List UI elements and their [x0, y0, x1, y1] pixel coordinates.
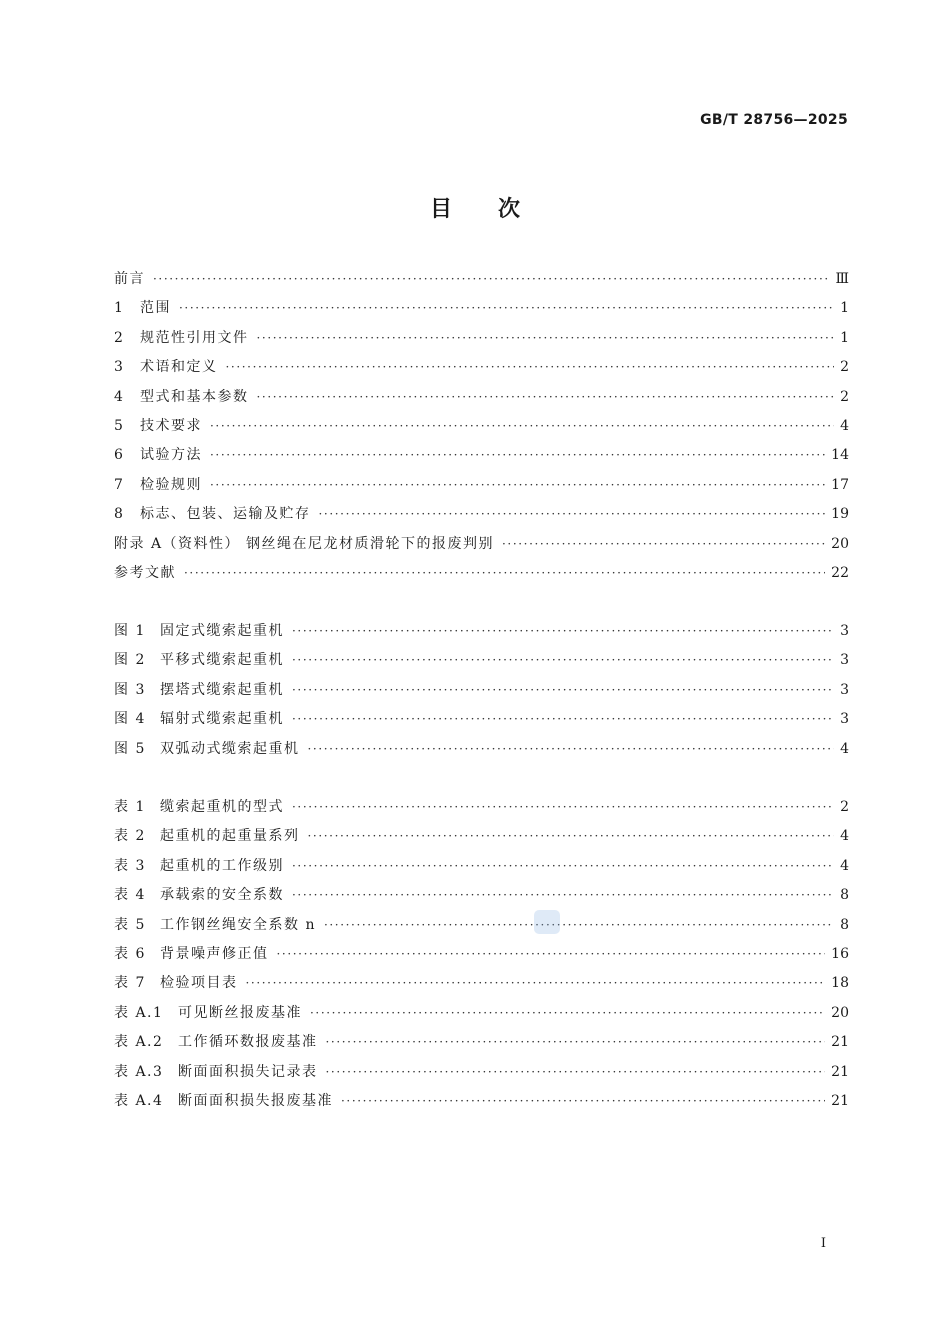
toc-entry[interactable] — [114, 356, 849, 385]
toc-entry-page: 3 — [840, 711, 849, 728]
toc-entry-number: 2 — [114, 329, 125, 346]
toc-entry-page: 22 — [831, 564, 849, 581]
toc-entry-label: 表 3 起重机的工作级别 — [114, 855, 284, 875]
toc-leader-dots — [257, 390, 835, 404]
toc-entry-label: 前言 — [114, 271, 145, 287]
toc-entry-label: 2 规范性引用文件 — [114, 329, 249, 346]
toc-figure-entry[interactable] — [114, 649, 849, 678]
page-title: 目次 — [429, 197, 566, 222]
toc-entry-label: 图 2 平移式缆索起重机 — [114, 649, 284, 669]
toc-entry-page: 4 — [840, 828, 849, 845]
toc-table-entry[interactable] — [114, 972, 849, 1001]
toc-leader-dots — [179, 301, 834, 315]
toc-leader-dots — [292, 712, 834, 726]
toc-entry-page: 3 — [840, 623, 849, 639]
toc-figure-entry[interactable] — [114, 738, 849, 767]
toc-table-entry[interactable] — [114, 825, 849, 854]
toc-entry[interactable] — [114, 503, 849, 532]
toc-entry-label: 5 技术要求 — [114, 417, 202, 434]
toc-entry[interactable] — [114, 415, 849, 444]
toc-entry[interactable] — [114, 444, 849, 473]
toc-entry-label: 表 A.2 工作循环数报废基准 — [114, 1031, 318, 1051]
toc-entry[interactable] — [114, 268, 849, 297]
toc-entry-page: 1 — [840, 329, 849, 346]
page-number: I — [820, 1236, 826, 1251]
toc-entry-label: 表 A.3 断面面积损失记录表 — [114, 1061, 318, 1081]
toc-entry-page: 8 — [840, 916, 849, 933]
toc-entry-number: 5 — [114, 417, 125, 434]
toc-leader-dots — [292, 653, 834, 667]
toc-entry-number: 4 — [114, 388, 125, 405]
toc-entry[interactable] — [114, 474, 849, 503]
toc-entry-number: 表 1 — [114, 799, 146, 815]
toc-figures-section — [114, 620, 849, 767]
toc-entry-number: 表 3 — [114, 857, 146, 874]
toc-entry-label: 6 试验方法 — [114, 447, 202, 464]
toc-entry-page: 14 — [831, 447, 849, 464]
toc-figure-entry[interactable] — [114, 708, 849, 737]
toc-entry-page: 4 — [840, 417, 849, 434]
toc-entry-label: 1 范围 — [114, 300, 171, 317]
toc-leader-dots — [277, 947, 826, 961]
toc-entry-number: 6 — [114, 447, 125, 464]
toc-leader-dots — [319, 507, 826, 521]
toc-entry-page: 4 — [840, 740, 849, 757]
toc-entry-label: 8 标志、包装、运输及贮存 — [114, 506, 311, 523]
toc-entry-label: 表 5 工作钢丝绳安全系数 n — [114, 914, 316, 934]
toc-table-entry[interactable] — [114, 943, 849, 972]
toc-leader-dots — [324, 918, 834, 932]
toc-entry-number: 图 1 — [114, 623, 146, 639]
toc-entry-page: 2 — [840, 388, 849, 405]
toc-entry-number: 表 4 — [114, 887, 146, 904]
toc-entry-label: 7 检验规则 — [114, 476, 202, 493]
toc-entry-page: 1 — [840, 300, 849, 317]
toc-leader-dots — [292, 888, 834, 902]
toc-figure-entry[interactable] — [114, 679, 849, 708]
toc-entry-number: 表 6 — [114, 945, 146, 962]
toc-leader-dots — [310, 1006, 825, 1020]
toc-entry[interactable] — [114, 533, 849, 562]
toc-entry-page: 18 — [831, 975, 849, 992]
toc-entry-label: 附录 A（资料性） 钢丝绳在尼龙材质滑轮下的报废判别 — [114, 535, 495, 552]
toc-entry-label: 图 4 辐射式缆索起重机 — [114, 708, 284, 728]
toc-leader-dots — [326, 1035, 826, 1049]
toc-table-entry[interactable] — [114, 855, 849, 884]
watermark-logo-icon — [534, 910, 560, 934]
toc-tables-section — [114, 796, 849, 1119]
toc-entry-label: 图 1 固定式缆索起重机 — [114, 620, 284, 640]
toc-entry-label: 图 3 摆塔式缆索起重机 — [114, 679, 284, 699]
toc-entry-number: 表 A.2 — [114, 1034, 164, 1051]
toc-entry-number: 1 — [114, 300, 125, 317]
toc-figure-entry[interactable] — [114, 620, 849, 649]
toc-entry-page: 3 — [840, 652, 849, 669]
toc-entry-page: 2 — [840, 799, 849, 815]
toc-entry-label: 表 7 检验项目表 — [114, 972, 238, 992]
toc-entry-number: 表 7 — [114, 975, 146, 992]
toc-entry-label: 参考文献 — [114, 564, 176, 581]
toc-entry-number: 8 — [114, 506, 125, 523]
toc-leader-dots — [308, 829, 835, 843]
toc-leader-dots — [502, 537, 825, 551]
toc-entry-label: 4 型式和基本参数 — [114, 388, 249, 405]
toc-entry-label: 表 1 缆索起重机的型式 — [114, 796, 284, 816]
toc-entry-label: 表 4 承载索的安全系数 — [114, 884, 284, 904]
toc-entry[interactable] — [114, 562, 849, 591]
toc-leader-dots — [292, 859, 834, 873]
toc-entry-label: 表 A.1 可见断丝报废基准 — [114, 1002, 302, 1022]
toc-entry-page: 21 — [831, 1034, 849, 1051]
toc-entry-label: 表 6 背景噪声修正值 — [114, 943, 269, 963]
toc-entry-label: 表 A.4 断面面积损失报废基准 — [114, 1090, 333, 1110]
toc-entry-page: 8 — [840, 887, 849, 904]
toc-entry-page: Ⅲ — [835, 271, 849, 287]
toc-entry-number: 表 5 — [114, 916, 146, 933]
toc-entry-page: 3 — [840, 681, 849, 698]
toc-entry-label: 3 术语和定义 — [114, 359, 218, 376]
toc-leader-dots — [257, 331, 835, 345]
toc-entry[interactable] — [114, 386, 849, 415]
toc-table-entry[interactable] — [114, 1061, 849, 1090]
toc-entry-number: 表 A.3 — [114, 1063, 164, 1080]
toc-leader-dots — [210, 478, 825, 492]
toc-table-entry[interactable] — [114, 796, 849, 825]
toc-leader-dots — [326, 1065, 826, 1079]
toc-leader-dots — [308, 742, 835, 756]
toc-leader-dots — [210, 448, 825, 462]
toc-entry-page: 16 — [831, 945, 849, 962]
toc-leader-dots — [226, 360, 835, 374]
toc-table-entry[interactable] — [114, 884, 849, 913]
toc-leader-dots — [153, 272, 829, 286]
toc-leader-dots — [184, 566, 825, 580]
toc-entry-label: 图 5 双弧动式缆索起重机 — [114, 738, 300, 758]
toc-entry-page: 19 — [831, 506, 849, 523]
toc-entry-number: 图 5 — [114, 740, 146, 757]
toc-entry-page: 17 — [831, 476, 849, 493]
toc-entry-number: 表 A.4 — [114, 1092, 164, 1109]
toc-entry-page: 21 — [831, 1092, 849, 1109]
toc-entry-page: 2 — [840, 359, 849, 376]
toc-leader-dots — [292, 624, 834, 638]
toc-entry-page: 4 — [840, 857, 849, 874]
toc-entry-number: 图 2 — [114, 652, 146, 669]
toc-table-entry[interactable] — [114, 1031, 849, 1060]
toc-leader-dots — [341, 1094, 825, 1108]
toc-entry-number: 表 A.1 — [114, 1004, 164, 1021]
toc-table-entry[interactable] — [114, 1002, 849, 1031]
toc-leader-dots — [210, 419, 834, 433]
toc-entry[interactable] — [114, 327, 849, 356]
toc-leader-dots — [292, 800, 834, 814]
toc-table-entry[interactable] — [114, 1090, 849, 1119]
standard-code: GB/T 28756—2025 — [700, 112, 848, 128]
toc-entry-page: 21 — [831, 1063, 849, 1080]
toc-main-section — [114, 268, 849, 591]
toc-leader-dots — [292, 683, 834, 697]
toc-leader-dots — [246, 976, 826, 990]
toc-entry-number: 表 2 — [114, 828, 146, 845]
toc-entry-number: 3 — [114, 359, 125, 376]
toc-entry[interactable] — [114, 297, 849, 326]
toc-entry-number: 7 — [114, 476, 125, 493]
toc-entry-number: 图 4 — [114, 711, 146, 728]
toc-entry-label: 表 2 起重机的起重量系列 — [114, 825, 300, 845]
toc-table-entry[interactable] — [114, 914, 849, 943]
toc-entry-page: 20 — [831, 535, 849, 552]
toc-entry-number: 图 3 — [114, 681, 146, 698]
toc-entry-page: 20 — [831, 1004, 849, 1021]
